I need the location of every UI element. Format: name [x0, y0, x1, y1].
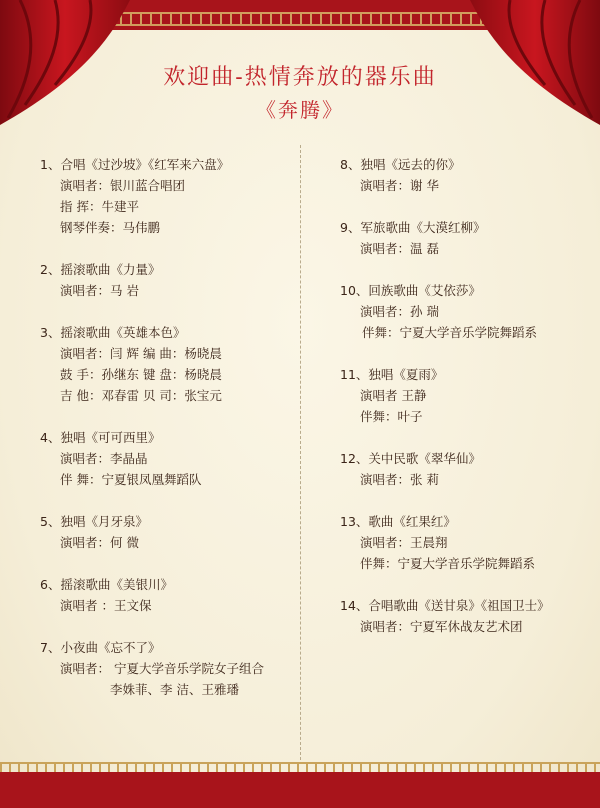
program-item-title: 3、摇滚歌曲《英雄本色》: [40, 325, 186, 340]
page-title: 欢迎曲-热情奔放的器乐曲: [163, 65, 437, 90]
program-item: [40, 322, 295, 406]
program-item: [40, 574, 295, 616]
program-item: [40, 637, 295, 700]
column-divider: [300, 145, 301, 760]
page-subtitle: 《奔腾》: [256, 98, 344, 122]
program-item-title: 8、独唱《远去的你》: [340, 157, 461, 172]
program-item-detail: 伴舞：叶子: [360, 409, 423, 424]
program-item: [340, 280, 585, 343]
program-item-detail: 演唱者 王静: [360, 388, 427, 403]
program-item-detail: 钢琴伴奏：马伟鹏: [60, 220, 161, 235]
program-item-title: 12、关中民歌《翠华仙》: [340, 451, 481, 466]
program-item-detail: 李姝菲、李 洁、王雅璠: [110, 682, 239, 697]
program-item-detail: 演唱者： 宁夏大学音乐学院女子组合: [60, 661, 264, 676]
program-item-detail: 演唱者 ：王文保: [60, 598, 152, 613]
program-item-title: 9、军旅歌曲《大漠红柳》: [340, 220, 486, 235]
program-item-detail: 鼓 手：孙继东 键 盘：杨晓晨: [60, 367, 222, 382]
bottom-red-band: [0, 772, 600, 808]
program-item-title: 6、摇滚歌曲《美银川》: [40, 577, 173, 592]
program-item-title: 13、歌曲《红果红》: [340, 514, 456, 529]
program-item: [40, 511, 295, 553]
program-item-detail: 演唱者：温 磊: [360, 241, 439, 256]
program-item: [340, 154, 585, 196]
program-item: [340, 448, 585, 490]
program-item-title: 5、独唱《月牙泉》: [40, 514, 148, 529]
top-fret-border: [90, 12, 510, 26]
program-item: [340, 511, 585, 574]
program-item-detail: 演唱者：闫 辉 编 曲：杨晓晨: [60, 346, 222, 361]
program-item-title: 10、回族歌曲《艾依莎》: [340, 283, 481, 298]
program-item-detail: 伴 舞：宁夏银凤凰舞蹈队: [60, 472, 202, 487]
program-item: [40, 259, 295, 301]
program-item-title: 14、合唱歌曲《送甘泉》《祖国卫士》: [340, 598, 550, 613]
program-item-detail: 伴舞：宁夏大学音乐学院舞蹈系: [362, 325, 538, 340]
program-item: [340, 364, 585, 427]
program-item-title: 2、摇滚歌曲《力量》: [40, 262, 161, 277]
program-item-detail: 演唱者：马 岩: [60, 283, 139, 298]
program-item: [40, 154, 295, 238]
program-item-detail: 吉 他：邓春雷 贝 司：张宝元: [60, 388, 222, 403]
program-item: [340, 595, 585, 637]
program-item-detail: 演唱者：张 莉: [360, 472, 439, 487]
program-item-title: 7、小夜曲《忘不了》: [40, 640, 161, 655]
program-item-detail: 演唱者：谢 华: [360, 178, 439, 193]
program-item-title: 11、独唱《夏雨》: [340, 367, 444, 382]
program-item-title: 1、合唱《过沙坡》《红军来六盘》: [40, 157, 230, 172]
program-item-detail: 演唱者：宁夏军休战友艺术团: [360, 619, 523, 634]
program-item-detail: 伴舞：宁夏大学音乐学院舞蹈系: [360, 556, 536, 571]
program-item-detail: 演唱者：银川蓝合唱团: [60, 178, 186, 193]
program-item-detail: 演唱者：王晨翔: [360, 535, 448, 550]
program-item: [340, 217, 585, 259]
program-item-detail: 演唱者：孙 瑞: [360, 304, 439, 319]
program-item-detail: 演唱者：李晶晶: [60, 451, 148, 466]
program-item-title: 4、独唱《可可西里》: [40, 430, 161, 445]
program-item-detail: 演唱者：何 微: [60, 535, 139, 550]
program-item: [40, 427, 295, 490]
program-item-detail: 指 挥：牛建平: [60, 199, 139, 214]
